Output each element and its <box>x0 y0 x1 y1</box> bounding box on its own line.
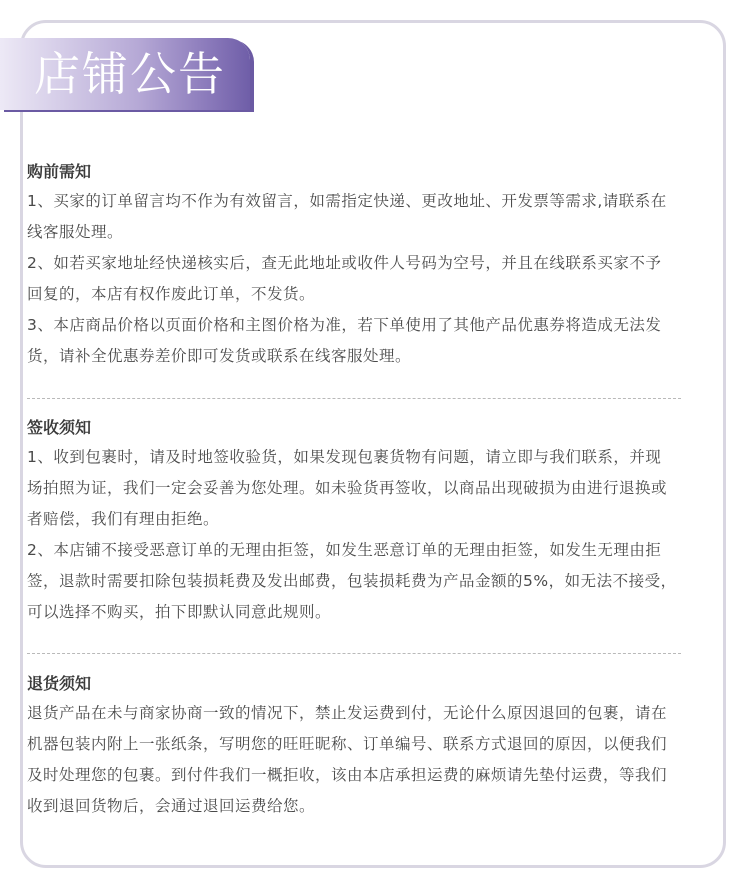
section-divider <box>27 653 681 654</box>
section-title: 购前需知 <box>27 162 92 181</box>
notice-paragraph: 3、本店商品价格以页面价格和主图价格为准，若下单使用了其他产品优惠券将造成无法发货，请补全优惠券差价即可发货或联系在线客服处理。 <box>27 316 662 365</box>
section-purchase-notice <box>27 158 677 372</box>
notice-paragraph: 2、本店铺不接受恶意订单的无理由拒签，如发生恶意订单的无理由拒签，如发生无理由拒签，退款时需要扣除包装损耗费及发出邮费，包装损耗费为产品金额的5%，如无法不接受，可以选择不购买，拍下即默认同意此规则。 <box>27 541 677 621</box>
notice-paragraph: 1、收到包裹时，请及时地签收验货，如果发现包裹货物有问题，请立即与我们联系，并现场拍照为证，我们一定会妥善为您处理。如未验货再签收，以商品出现破损为由进行退换或者赔偿，我们有理由拒绝。 <box>27 448 668 528</box>
notice-paragraph: 2、如若买家地址经快递核实后，查无此地址或收件人号码为空号，并且在线联系买家不予回复的，本店有权作废此订单，不发货。 <box>27 254 662 303</box>
section-divider <box>27 398 681 399</box>
notice-banner <box>0 38 250 110</box>
section-receipt-notice <box>27 414 677 628</box>
banner-title: 店铺公告 <box>34 47 226 101</box>
section-title: 退货须知 <box>27 674 92 693</box>
section-return-notice <box>27 670 677 822</box>
notice-paragraph: 1、买家的订单留言均不作为有效留言，如需指定快递、更改地址、开发票等需求,请联系在线客服处理。 <box>27 192 667 241</box>
notice-paragraph: 退货产品在未与商家协商一致的情况下，禁止发运费到付，无论什么原因退回的包裹，请在机器包装内附上一张纸条，写明您的旺旺昵称、订单编号、联系方式退回的原因，以便我们及时处理您的包裹。到付件我们一概拒收，该由本店承担运费的麻烦请先垫付运费，等我们收到退回货物后，会通过退回运费给您。 <box>27 704 668 815</box>
section-title: 签收须知 <box>27 418 92 437</box>
